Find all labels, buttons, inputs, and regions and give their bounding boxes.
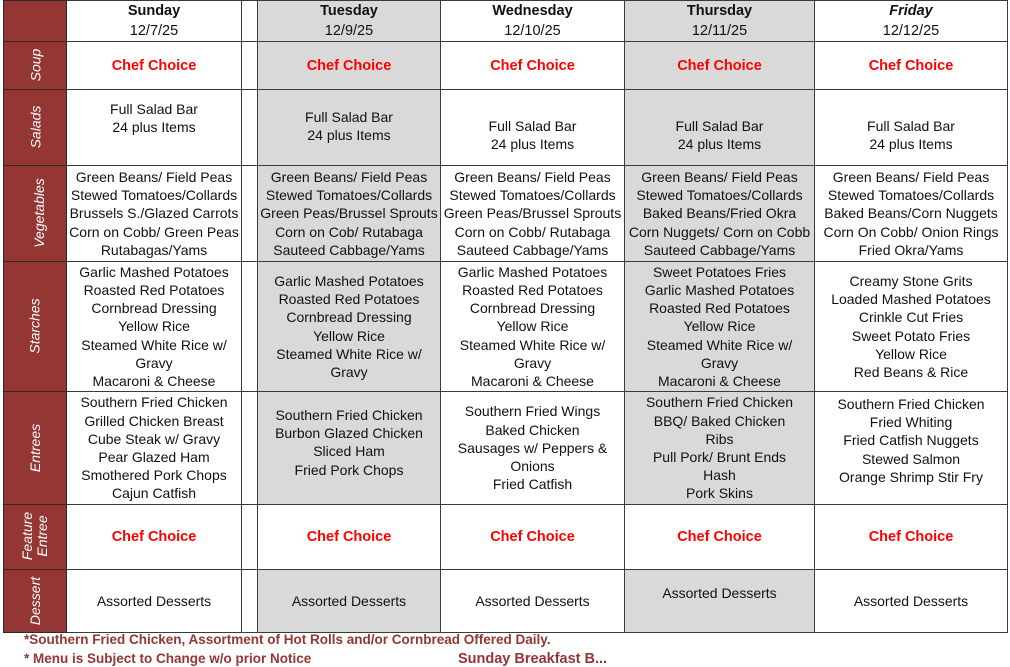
category-feature-entree: [4, 505, 67, 570]
menu-item: Steamed White Rice w/: [459, 336, 606, 353]
menu-item: Yellow Rice: [496, 318, 569, 335]
day-date: 12/7/25: [129, 23, 179, 39]
menu-item: Southern Fried Chicken: [837, 396, 985, 412]
day-name: Wednesday: [492, 3, 573, 19]
menu-item: Gravy: [513, 354, 552, 371]
menu-cell: [441, 392, 625, 505]
menu-item: Pear Glazed Ham: [98, 449, 210, 465]
menu-cell: [441, 42, 625, 90]
menu-item: Loaded Mashed Potatoes: [831, 291, 991, 308]
menu-item: Assorted Desserts: [662, 585, 777, 601]
menu-cell: [67, 90, 242, 166]
menu-cell: [258, 42, 441, 90]
menu-item: Green Beans/ Field Peas: [832, 168, 990, 185]
menu-item: Garlic Mashed Potatoes: [79, 263, 229, 280]
day-name: Friday: [889, 3, 933, 19]
chef-choice: Chef Choice: [677, 529, 762, 546]
category-label: [20, 512, 50, 560]
menu-item: 24 plus Items: [307, 127, 391, 144]
menu-cell: [67, 166, 242, 262]
menu-item: Sauteed Cabbage/Yams: [643, 241, 796, 258]
menu-item: Garlic Mashed Potatoes: [274, 272, 424, 289]
menu-item: Green Beans/ Field Peas: [454, 168, 611, 185]
menu-item: Baked Chicken: [485, 421, 580, 438]
chef-choice: Chef Choice: [490, 57, 575, 74]
menu-cell: [625, 262, 815, 392]
menu-item: Yellow Rice: [313, 327, 385, 344]
day-header-sunday: [67, 1, 242, 42]
menu-item: Full Salad Bar: [867, 118, 955, 134]
menu-item: Corn on Cobb/ Rutabaga: [454, 223, 611, 240]
menu-item: Roasted Red Potatoes: [649, 300, 790, 317]
daily-offering-note: *Southern Fried Chicken, Assortment of Hot Rolls and/or Cornbread Offered Daily.: [24, 632, 551, 647]
menu-item: Assorted Desserts: [96, 592, 212, 609]
menu-cell: [67, 42, 242, 90]
menu-item: Sausages w/ Peppers &: [457, 439, 608, 456]
chef-choice: Chef Choice: [111, 529, 197, 546]
category-dessert: [4, 570, 67, 633]
menu-cell: [67, 505, 242, 570]
menu-item: Assorted Desserts: [475, 592, 590, 609]
menu-cell: [625, 570, 815, 633]
menu-item: Fried Pork Chops: [294, 461, 404, 478]
corner-cell: [4, 1, 67, 42]
chef-choice: Chef Choice: [490, 529, 575, 546]
spacer-cell: [242, 570, 258, 633]
menu-item: Corn on Cobb/ Green Peas: [69, 223, 239, 240]
menu-item: Assorted Desserts: [291, 592, 407, 609]
menu-cell: [625, 166, 815, 262]
header-row: [4, 1, 1008, 42]
menu-item: Green Beans/ Field Peas: [270, 168, 428, 185]
menu-item: Cube Steak w/ Gravy: [87, 430, 221, 447]
menu-item: Onions: [510, 458, 555, 475]
menu-item: Full Salad Bar: [675, 118, 764, 134]
menu-item: Corn On Cobb/ Onion Rings: [823, 223, 999, 240]
menu-cell: [625, 505, 815, 570]
category-starches: [4, 262, 67, 392]
menu-item: Pull Pork/ Brunt Ends: [652, 449, 787, 465]
menu-cell: [67, 570, 242, 633]
menu-item: Stewed Tomatoes/Collards: [636, 187, 803, 204]
menu-item: Stewed Tomatoes/Collards: [827, 187, 995, 204]
menu-item: Creamy Stone Grits: [849, 272, 973, 289]
menu-item: Fried Catfish: [492, 476, 573, 493]
menu-item: Sweet Potatoes Fries: [652, 263, 787, 280]
menu-item: Stewed Salmon: [861, 450, 961, 467]
menu-item: Sauteed Cabbage/Yams: [273, 241, 425, 258]
menu-item: Yellow Rice: [683, 318, 756, 335]
day-date: 12/9/25: [324, 23, 374, 39]
menu-item: Yellow Rice: [875, 345, 947, 362]
spacer-cell: [242, 42, 258, 90]
row-entrees: [4, 392, 1008, 505]
menu-item: 24 plus Items: [869, 136, 953, 153]
menu-item: Cornbread Dressing: [91, 300, 217, 317]
menu-item: Full Salad Bar: [305, 109, 393, 125]
day-name: Thursday: [686, 3, 753, 19]
chef-choice: Chef Choice: [868, 57, 954, 74]
menu-item: Crinkle Cut Fries: [858, 309, 964, 326]
chef-choice: Chef Choice: [111, 57, 197, 74]
sunday-breakfast-note: Sunday Breakfast B...: [458, 651, 608, 667]
menu-item: Roasted Red Potatoes: [462, 281, 603, 298]
menu-item: Full Salad Bar: [488, 118, 577, 134]
menu-item: Yellow Rice: [118, 318, 190, 335]
menu-item: Steamed White Rice w/: [276, 345, 422, 362]
category-vegetables: [4, 166, 67, 262]
menu-item: BBQ/ Baked Chicken: [653, 412, 786, 429]
category-label: Dessert: [26, 576, 43, 626]
menu-item: Gravy: [135, 354, 173, 371]
spacer-cell: [242, 166, 258, 262]
menu-cell: [258, 392, 441, 505]
menu-cell: [67, 392, 242, 505]
day-header-friday: [815, 1, 1008, 42]
day-date: 12/12/25: [882, 23, 940, 39]
menu-item: Green Beans/ Field Peas: [641, 168, 798, 185]
day-header-thursday: [625, 1, 815, 42]
category-entrees: [4, 392, 67, 505]
menu-cell: [258, 505, 441, 570]
day-header-wednesday: [441, 1, 625, 42]
menu-item: Macaroni & Cheese: [658, 373, 781, 389]
menu-item: Orange Shrimp Stir Fry: [839, 468, 983, 485]
menu-item: Stewed Tomatoes/Collards: [70, 187, 238, 204]
menu-item: Southern Fried Chicken: [80, 394, 228, 411]
menu-cell: [258, 90, 441, 166]
category-soup: [4, 42, 67, 90]
menu-item: Pork Skins: [686, 485, 753, 502]
row-soup: [4, 42, 1008, 90]
menu-item: Sauteed Cabbage/Yams: [456, 241, 609, 258]
menu-item: Full Salad Bar: [110, 101, 198, 117]
spacer-cell: [242, 262, 258, 392]
category-salads: [4, 90, 67, 166]
menu-item: Brussels S./Glazed Carrots: [69, 205, 239, 222]
menu-item: Baked Beans/Fried Okra: [642, 205, 797, 222]
menu-item: Grilled Chicken Breast: [84, 412, 224, 429]
menu-item: Cornbread Dressing: [286, 309, 412, 326]
menu-item: Cornbread Dressing: [469, 300, 596, 317]
row-dessert: [4, 570, 1008, 633]
menu-cell: [625, 42, 815, 90]
menu-cell: [815, 166, 1008, 262]
menu-item: Sweet Potato Fries: [851, 327, 971, 344]
spacer-cell: [242, 90, 258, 166]
menu-item: Ribs: [705, 430, 734, 447]
menu-item: Macaroni & Cheese: [92, 373, 216, 389]
menu-item: Fried Okra/Yams: [858, 241, 964, 258]
row-starches: [4, 262, 1008, 392]
category-label: Soup: [26, 49, 43, 82]
chef-choice: Chef Choice: [306, 529, 392, 546]
chef-choice: Chef Choice: [306, 57, 392, 74]
menu-item: Steamed White Rice w/: [646, 336, 793, 353]
menu-item: Roasted Red Potatoes: [278, 291, 420, 308]
menu-item: Stewed Tomatoes/Collards: [449, 187, 616, 204]
spacer-cell: [242, 505, 258, 570]
category-label: Vegetables: [30, 178, 47, 249]
category-label: Salads: [27, 105, 43, 149]
menu-cell: [441, 90, 625, 166]
chef-choice: Chef Choice: [677, 57, 762, 74]
menu-cell: [441, 262, 625, 392]
menu-item: Fried Catfish Nuggets: [843, 432, 979, 449]
menu-item: Fried Whiting: [869, 414, 953, 431]
menu-item: Stewed Tomatoes/Collards: [265, 187, 433, 204]
menu-cell: [815, 42, 1008, 90]
category-label: Entrees: [27, 423, 43, 473]
weekly-menu-table: [3, 0, 1008, 633]
menu-cell: [441, 570, 625, 633]
menu-item: Corn Nuggets/ Corn on Cobb: [628, 223, 811, 240]
spacer-cell: [242, 392, 258, 505]
menu-item: Southern Fried Chicken: [275, 407, 423, 423]
menu-item: Red Beans & Rice: [853, 363, 969, 380]
menu-cell: [441, 166, 625, 262]
day-name: Tuesday: [320, 3, 378, 19]
menu-item: Assorted Desserts: [853, 592, 969, 609]
menu-grid: [3, 0, 1007, 633]
day-date: 12/11/25: [691, 23, 748, 39]
day-header-tuesday: [258, 1, 441, 42]
menu-item: Green Beans/ Field Peas: [75, 168, 233, 185]
menu-item: Green Peas/Brussel Sprouts: [443, 205, 622, 222]
menu-cell: [625, 90, 815, 166]
menu-item: 24 plus Items: [490, 136, 575, 153]
menu-item: 24 plus Items: [112, 119, 196, 136]
menu-item: Corn on Cob/ Rutabaga: [275, 223, 423, 240]
menu-item: Gravy: [700, 354, 739, 371]
menu-item: Hash: [703, 467, 736, 484]
menu-cell: [258, 570, 441, 633]
menu-item: Rutabagas/Yams: [100, 241, 208, 258]
menu-cell: [815, 90, 1008, 166]
menu-item: 24 plus Items: [677, 136, 762, 153]
day-name: Sunday: [127, 3, 181, 19]
spacer-cell: [242, 1, 258, 42]
menu-cell: [625, 392, 815, 505]
menu-item: Garlic Mashed Potatoes: [644, 281, 795, 298]
menu-cell: [441, 505, 625, 570]
category-label-line: Entree: [34, 515, 50, 558]
menu-cell: [67, 262, 242, 392]
row-salads: [4, 90, 1008, 166]
menu-item: Baked Beans/Corn Nuggets: [824, 205, 998, 222]
menu-item: Southern Fried Chicken: [645, 394, 794, 411]
day-date: 12/10/25: [504, 23, 561, 39]
category-label-line: Feature: [19, 512, 35, 561]
menu-cell: [815, 505, 1008, 570]
menu-cell: [258, 262, 441, 392]
menu-item: Roasted Red Potatoes: [83, 281, 225, 298]
menu-item: Green Peas/Brussel Sprouts: [260, 205, 438, 222]
category-label: Starches: [27, 298, 43, 355]
chef-choice: Chef Choice: [868, 529, 954, 546]
menu-item: Cajun Catfish: [111, 485, 197, 502]
row-feature-entree: [4, 505, 1008, 570]
menu-item: Garlic Mashed Potatoes: [457, 263, 608, 280]
menu-cell: [815, 262, 1008, 392]
menu-cell: [815, 392, 1008, 505]
menu-item: Southern Fried Wings: [464, 403, 601, 420]
menu-change-note: * Menu is Subject to Change w/o prior Notice: [24, 651, 312, 666]
menu-cell: [258, 166, 441, 262]
menu-item: Smothered Pork Chops: [81, 467, 227, 484]
menu-item: Gravy: [330, 363, 368, 380]
menu-item: Burbon Glazed Chicken: [275, 425, 423, 442]
menu-item: Macaroni & Cheese: [471, 373, 594, 389]
menu-cell: [815, 570, 1008, 633]
row-vegetables: [4, 166, 1008, 262]
menu-item: Sliced Ham: [313, 443, 385, 460]
menu-item: Steamed White Rice w/: [81, 336, 227, 353]
